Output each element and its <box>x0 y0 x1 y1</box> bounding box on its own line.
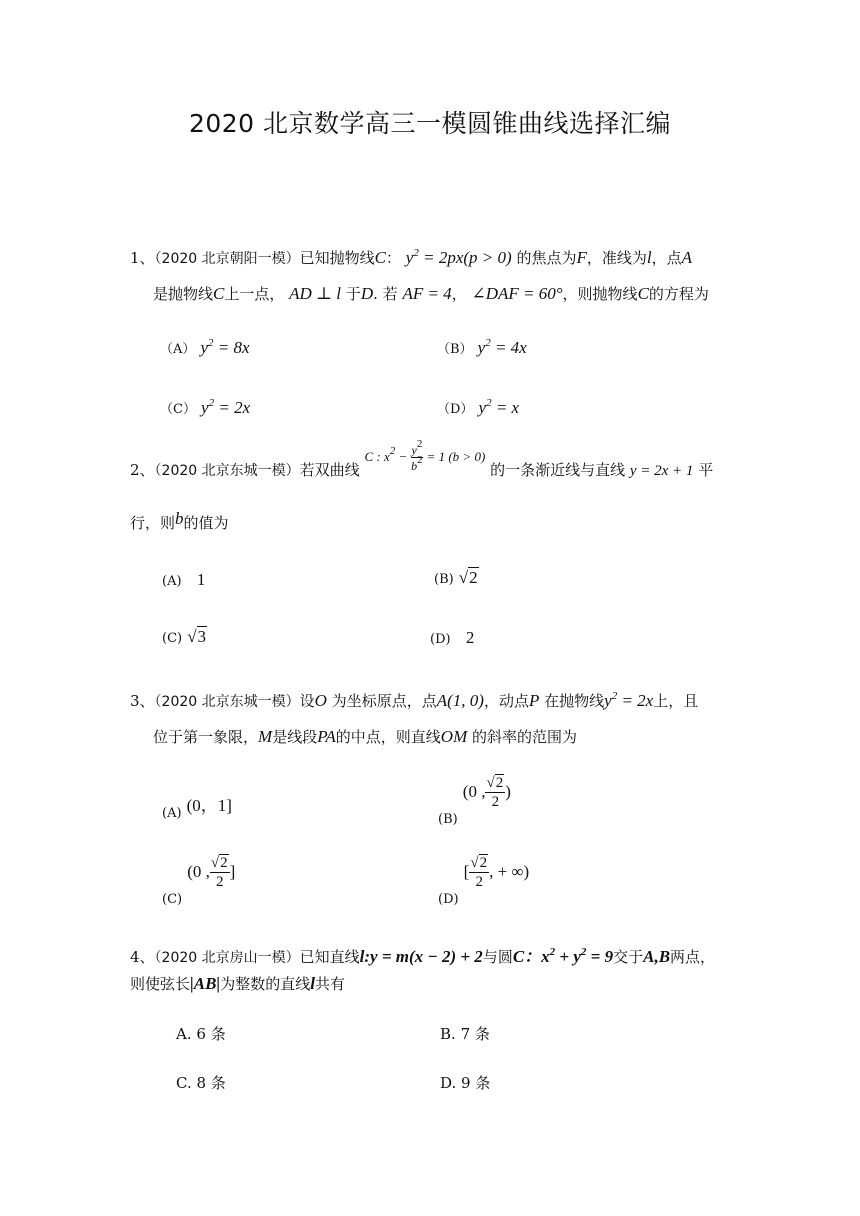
math-AB-length: |AB| <box>190 974 221 993</box>
option-label: (B) <box>434 572 454 587</box>
math-P: P <box>528 691 540 710</box>
option-b[interactable] <box>437 338 527 358</box>
option-a[interactable] <box>176 1023 226 1044</box>
option-value: (0，1] <box>186 796 232 815</box>
question-text: 的值为 <box>183 514 229 532</box>
question-3-line-2 <box>153 726 577 747</box>
option-a[interactable] <box>162 570 205 590</box>
math-M: M <box>258 727 273 746</box>
page-title: 2020 北京数学高三一模圆锥曲线选择汇编 <box>188 109 672 138</box>
option-label: A. <box>176 1025 192 1043</box>
math-circle: C：$x^2 + y^2 = 9$ <box>512 946 614 966</box>
question-4-line-1 <box>130 942 715 967</box>
question-text: 位于第一象限， <box>153 728 259 746</box>
question-3-line-1 <box>130 690 698 711</box>
math-D: D <box>360 284 374 303</box>
question-text: 于 <box>345 285 361 303</box>
option-label: （A） <box>160 342 196 357</box>
question-text: 已知直线 <box>299 948 360 966</box>
question-text: 行，则 <box>130 514 176 532</box>
option-value: 2 <box>465 628 475 647</box>
option-value: $y^2 = x$ <box>478 397 520 417</box>
option-d[interactable] <box>438 855 530 907</box>
math-l: l <box>646 248 652 267</box>
math-angle: ∠DAF = 60° <box>471 284 563 303</box>
option-label: (A) <box>162 574 182 589</box>
question-2-line-2 <box>130 509 229 533</box>
question-text: 在抛物线 <box>544 692 605 710</box>
option-value: $y^2 = 8x$ <box>200 337 250 357</box>
math-AF: AF = 4 <box>402 284 452 303</box>
question-text: 为整数的直线 <box>220 975 311 993</box>
option-d[interactable] <box>437 398 519 418</box>
option-c[interactable] <box>162 855 236 907</box>
math-b: b <box>175 509 184 528</box>
option-label: C. <box>176 1074 192 1092</box>
math-perpendicular: AD ⊥ l <box>289 284 342 303</box>
question-text: 若双曲线 <box>299 460 360 479</box>
question-number: 4、 <box>130 948 155 966</box>
question-text: . 若 <box>373 285 398 303</box>
option-value: 9 条 <box>461 1074 491 1092</box>
option-label: D. <box>440 1074 457 1092</box>
math-line: y = 2x + 1 <box>629 462 694 479</box>
question-text: 的一条渐近线与直线 <box>490 460 626 479</box>
question-number: 2、 <box>130 460 155 479</box>
option-value: 8 条 <box>196 1074 226 1092</box>
question-4-line-2 <box>130 973 345 994</box>
question-text: 上，且 <box>653 692 699 710</box>
question-text: 的中点，则直线 <box>335 728 441 746</box>
option-value: √2 <box>458 568 478 587</box>
math-OM: OM <box>440 727 468 746</box>
option-label: （D） <box>437 402 474 417</box>
option-label: （B） <box>437 342 473 357</box>
math-F: F <box>576 248 587 267</box>
question-text: 的方程为 <box>648 285 709 303</box>
math-l: l <box>310 974 315 993</box>
question-number: 1、 <box>130 249 155 267</box>
question-text: ，准线为 <box>586 249 647 267</box>
option-value: [ $\frac{√2}{2}$ , + ∞) <box>463 855 530 890</box>
option-label: (C) <box>162 891 183 907</box>
question-source: （2020 北京东城一模） <box>154 694 300 710</box>
option-d[interactable] <box>430 628 474 648</box>
question-text: 交于 <box>613 948 644 966</box>
question-text: 上一点， <box>224 285 285 303</box>
option-value: (0 , $\frac{√2}{2}$ ) <box>462 775 511 810</box>
question-text: ： <box>386 249 402 267</box>
question-1-line-2 <box>153 283 709 304</box>
question-source: （2020 北京东城一模） <box>154 462 300 479</box>
question-text: 则使弦长 <box>130 975 191 993</box>
option-c[interactable] <box>162 627 207 647</box>
option-b[interactable] <box>440 1023 490 1044</box>
option-c[interactable] <box>176 1072 226 1093</box>
math-parabola: $y^2 = 2x$ <box>604 690 654 710</box>
option-label: B. <box>440 1025 456 1043</box>
question-text: 共有 <box>314 975 345 993</box>
parabola-equation: $y^2 = 2px(p > 0)$ <box>405 247 512 267</box>
option-label: (A) <box>162 806 182 821</box>
question-text: 平 <box>698 460 714 479</box>
option-label: (D) <box>438 891 459 907</box>
option-a[interactable] <box>160 338 250 358</box>
math-AB: A,B <box>643 947 671 966</box>
option-a[interactable] <box>162 797 232 822</box>
option-d[interactable] <box>440 1072 490 1093</box>
option-label: （C） <box>160 402 196 417</box>
hyperbola-equation: C : $x^2$ − $\frac{y^2}{b^2}$ = 1 (b > 0) <box>364 438 486 473</box>
math-C: C <box>374 248 386 267</box>
question-text: 为坐标原点，点 <box>331 692 437 710</box>
question-text: ，点 <box>651 249 682 267</box>
option-value: 6 条 <box>196 1025 226 1043</box>
option-value: √3 <box>187 627 207 646</box>
option-label: (D) <box>430 632 451 647</box>
question-text: ， <box>451 285 467 303</box>
question-text: 是抛物线 <box>153 285 214 303</box>
question-text: 设 <box>299 692 315 710</box>
option-b[interactable] <box>434 568 479 588</box>
question-text: ，则抛物线 <box>562 285 638 303</box>
math-line: l:y = m(x − 2) + 2 <box>359 947 483 966</box>
question-text: ，动点 <box>483 692 529 710</box>
math-C: C <box>637 284 649 303</box>
question-text: 与圆 <box>482 948 513 966</box>
math-O: O <box>314 691 327 710</box>
option-label: (C) <box>162 631 183 646</box>
question-1-line-1 <box>130 247 692 268</box>
question-source: （2020 北京房山一模） <box>154 950 300 966</box>
question-number: 3、 <box>130 692 155 710</box>
option-value: $y^2 = 4x$ <box>477 337 527 357</box>
option-b[interactable] <box>438 775 511 827</box>
question-text: 已知抛物线 <box>299 249 375 267</box>
question-text: 是线段 <box>272 728 318 746</box>
option-value: 1 <box>196 570 206 589</box>
question-2-line-1 <box>130 438 714 486</box>
question-text: 两点， <box>670 948 716 966</box>
math-C: C <box>213 284 225 303</box>
math-A: A(1, 0) <box>436 691 484 710</box>
option-label: (B) <box>438 811 458 827</box>
option-value: (0 , $\frac{√2}{2}$ ] <box>187 855 236 890</box>
question-source: （2020 北京朝阳一模） <box>154 251 300 267</box>
question-text: 的斜率的范围为 <box>472 728 578 746</box>
question-text: 的焦点为 <box>516 249 577 267</box>
math-A: A <box>681 248 692 267</box>
option-value: $y^2 = 2x$ <box>201 397 251 417</box>
option-value: 7 条 <box>460 1025 490 1043</box>
option-c[interactable] <box>160 398 250 418</box>
math-PA: PA <box>317 727 336 746</box>
